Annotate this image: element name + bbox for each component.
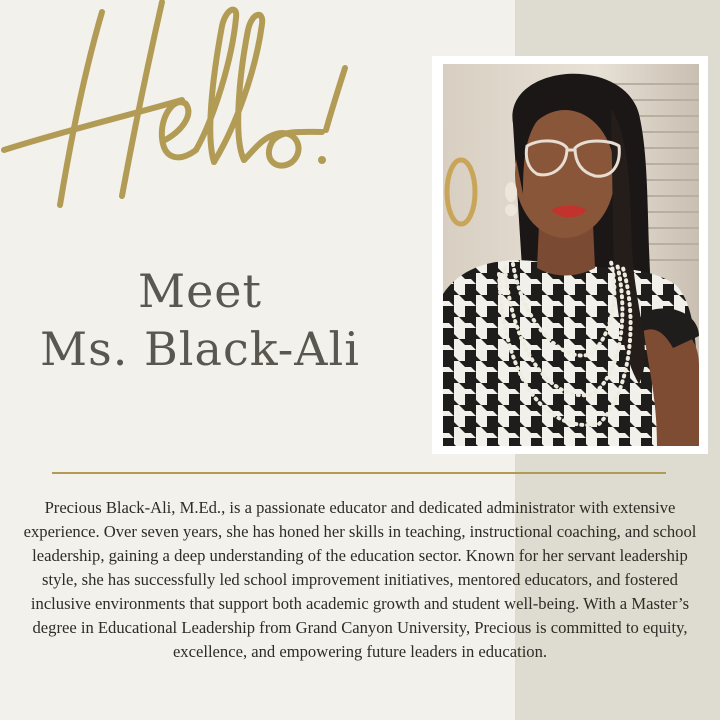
page-title xyxy=(0,262,400,378)
portrait-frame xyxy=(432,56,708,454)
portrait-photo xyxy=(443,64,699,446)
title-line-name: Ms. Black-Ali xyxy=(40,322,360,376)
hello-script-logo xyxy=(0,0,420,230)
divider-line xyxy=(52,472,666,474)
title-line-meet: Meet xyxy=(137,264,263,318)
bio-paragraph: Precious Black-Ali, M.Ed., is a passionate educator and dedicated administrator with extensive experience. Over seven years, she has honed her skills in teaching, instructional coaching, and school leadership, gaining a deep understanding of the education sector. Known for her servant leadership style, she has successfully led school improvement initiatives, mentored educators, and fostered inclusive environments that support both academic growth and student well-being. With a Master’s degree in Educational Leadership from Grand Canyon University, Precious is committed to equity, excellence, and empowering future leaders in education. xyxy=(23,498,697,661)
